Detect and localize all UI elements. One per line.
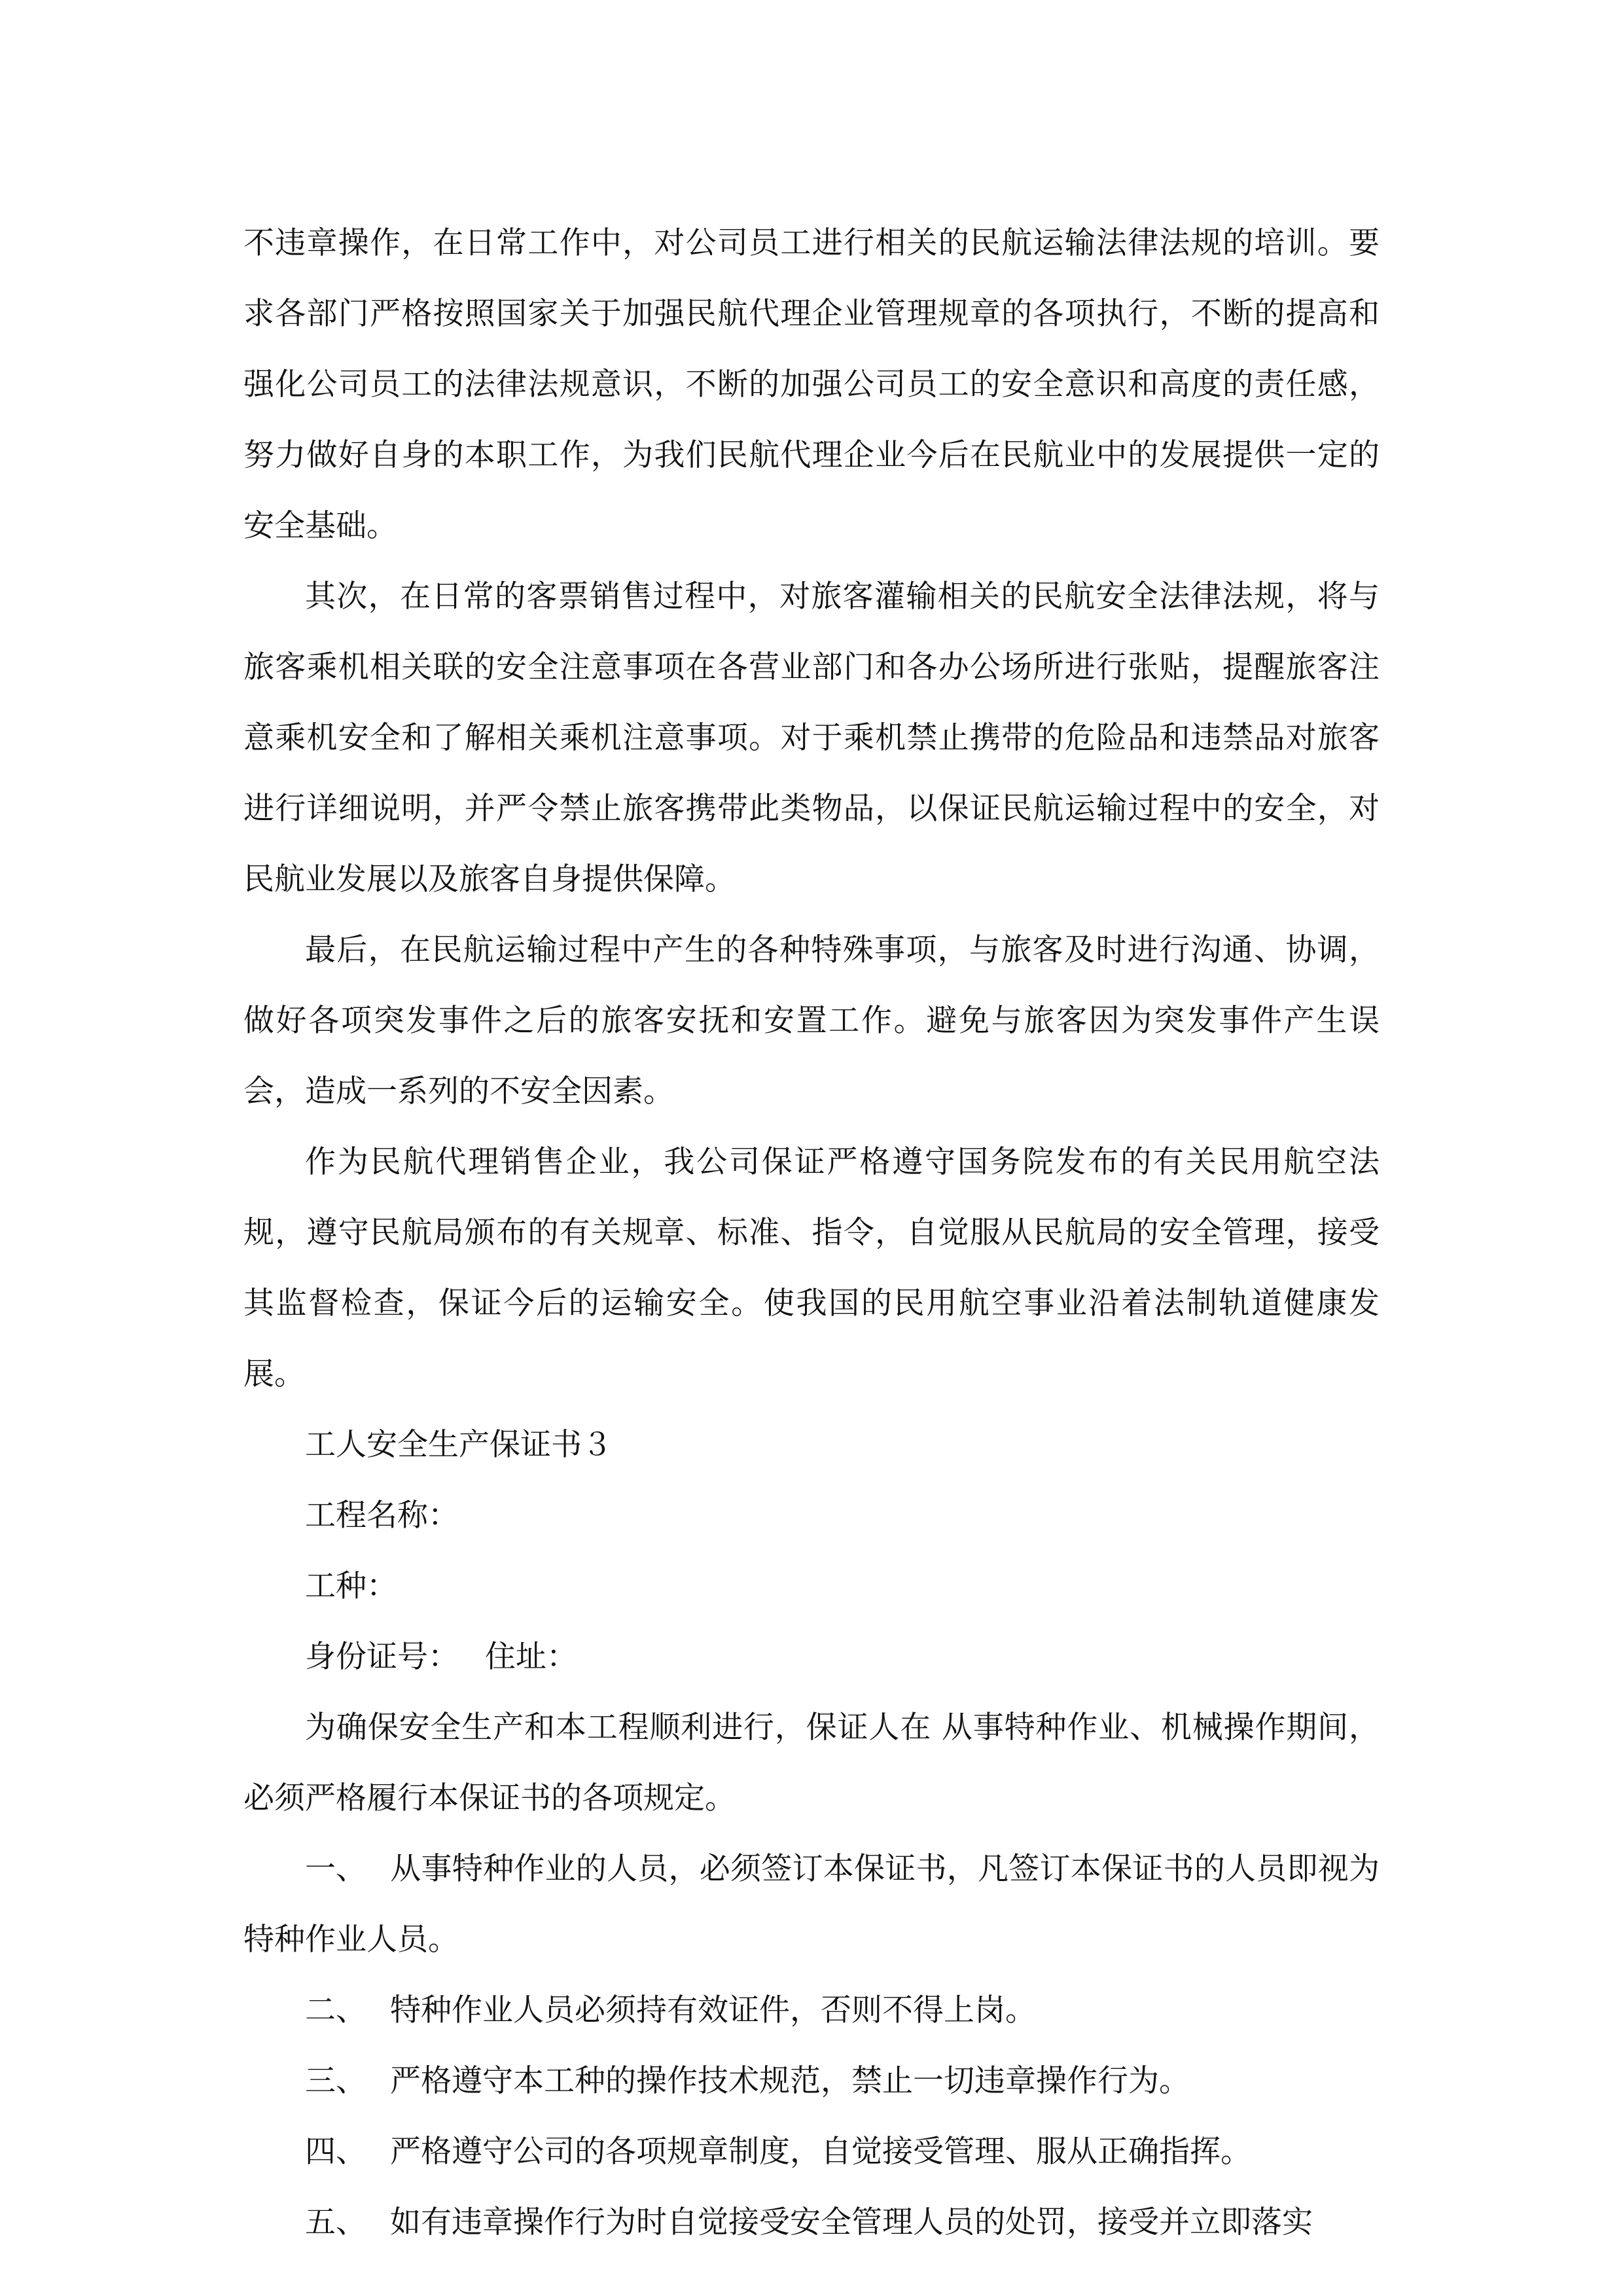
item-number: 一、 (305, 1851, 366, 1887)
section-title: 工人安全生产保证书３ (305, 1427, 613, 1463)
list-item (243, 1975, 1380, 2046)
address-label: 住址： (485, 1639, 577, 1675)
id-address-line (243, 1622, 1380, 1693)
item-number: 五、 (305, 2204, 366, 2240)
document-body (243, 208, 1380, 2258)
item-text: 从事特种作业的人员，必须签订本保证书，凡签订本保证书的人员即视为特种作业人员。 (243, 1851, 1380, 1958)
paragraph-ticket-sales: 其次，在日常的客票销售过程中，对旅客灌输相关的民航安全法律法规，将与旅客乘机相关联的安全注意事项在各营业部门和各办公场所进行张贴，提醒旅客注意乘机安全和了解相关乘机注意事项。对于乘机禁止携带的危险品和违禁品对旅客进行详细说明，并严令禁止旅客携带此类物品，以保证民航运输过程中的安全，对民航业发展以及旅客自身提供保障。 (243, 579, 1380, 897)
item-number: 二、 (305, 1992, 366, 2028)
trade-label: 工种： (305, 1568, 397, 1604)
list-item (243, 2046, 1380, 2117)
item-text: 如有违章操作行为时自觉接受安全管理人员的处罚，接受并立即落实 (390, 2204, 1313, 2240)
intro-paragraph: 为确保安全生产和本工程顺利进行，保证人在 从事特种作业、机械操作期间，必须严格履行本保证书的各项规定。 (243, 1710, 1380, 1816)
id-number-label: 身份证号： (305, 1639, 459, 1675)
paragraph-commitment: 作为民航代理销售企业，我公司保证严格遵守国务院发布的有关民用航空法规，遵守民航局颁布的有关规章、标准、指令，自觉服从民航局的安全管理，接受其监督检查，保证今后的运输安全。使我国的民用航空事业沿着法制轨道健康发展。 (243, 1144, 1380, 1392)
list-item (243, 1834, 1380, 1975)
item-number: 四、 (305, 2134, 366, 2170)
item-number: 三、 (305, 2063, 366, 2099)
item-text: 严格遵守公司的各项规章制度，自觉接受管理、服从正确指挥。 (390, 2134, 1251, 2170)
paragraph-training: 不违章操作，在日常工作中，对公司员工进行相关的民航运输法律法规的培训。要求各部门严格按照国家关于加强民航代理企业管理规章的各项执行，不断的提高和强化公司员工的法律法规意识，不断的加强公司员工的安全意识和高度的责任感，努力做好自身的本职工作，为我们民航代理企业今后在民航业中的发展提供一定的安全基础。 (243, 225, 1380, 544)
item-text: 特种作业人员必须持有效证件，否则不得上岗。 (390, 1992, 1036, 2028)
item-text: 严格遵守本工种的操作技术规范，禁止一切违章操作行为。 (390, 2063, 1190, 2099)
project-name-label: 工程名称： (305, 1498, 459, 1534)
paragraph-special-events: 最后，在民航运输过程中产生的各种特殊事项，与旅客及时进行沟通、协调，做好各项突发事件之后的旅客安抚和安置工作。避免与旅客因为突发事件产生误会，造成一系列的不安全因素。 (243, 932, 1380, 1109)
list-item (243, 2187, 1380, 2258)
list-item (243, 2117, 1380, 2187)
